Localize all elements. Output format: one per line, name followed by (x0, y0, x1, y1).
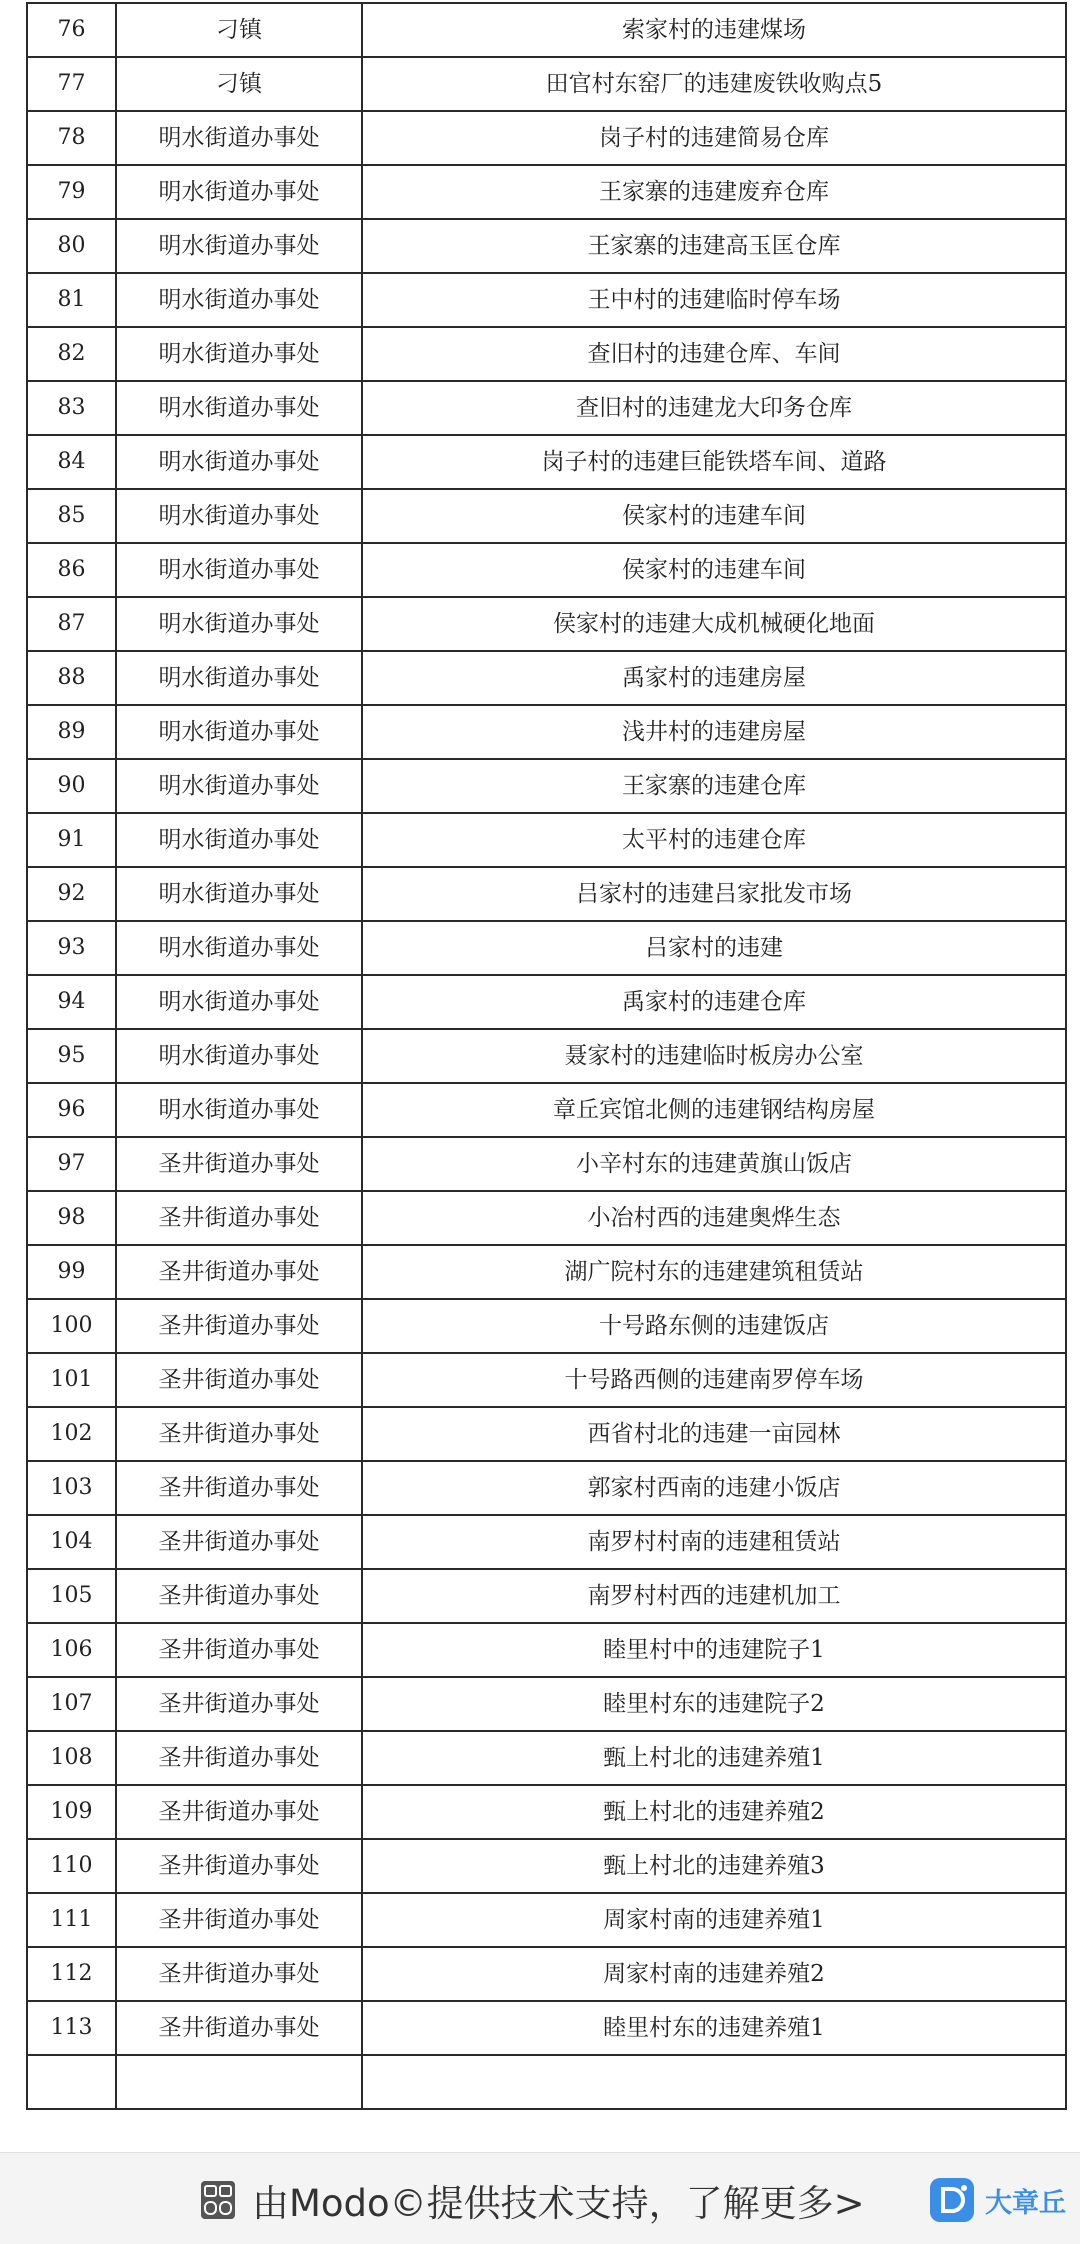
row-number-cell: 92 (27, 867, 116, 921)
unit-cell: 圣井街道办事处 (116, 1353, 362, 1407)
description-cell: 岗子村的违建简易仓库 (362, 111, 1066, 165)
description-cell: 周家村南的违建养殖1 (362, 1893, 1066, 1947)
unit-cell: 圣井街道办事处 (116, 1839, 362, 1893)
unit-cell: 明水街道办事处 (116, 975, 362, 1029)
row-number-cell: 81 (27, 273, 116, 327)
table-row (27, 1299, 1066, 1353)
unit-cell: 圣井街道办事处 (116, 1623, 362, 1677)
table-row (27, 1839, 1066, 1893)
description-cell: 睦里村中的违建院子1 (362, 1623, 1066, 1677)
table-row (27, 597, 1066, 651)
unit-cell: 刁镇 (116, 3, 362, 57)
table-row (27, 489, 1066, 543)
table-row (27, 1893, 1066, 1947)
row-number-cell: 87 (27, 597, 116, 651)
description-cell: 王中村的违建临时停车场 (362, 273, 1066, 327)
row-number-cell: 113 (27, 2001, 116, 2055)
table-row (27, 759, 1066, 813)
row-number-cell: 105 (27, 1569, 116, 1623)
unit-cell (116, 2055, 362, 2109)
description-cell: 小冶村西的违建奥烨生态 (362, 1191, 1066, 1245)
unit-cell: 明水街道办事处 (116, 165, 362, 219)
table-row (27, 867, 1066, 921)
description-cell: 湖广院村东的违建建筑租赁站 (362, 1245, 1066, 1299)
unit-cell: 明水街道办事处 (116, 813, 362, 867)
unit-cell: 明水街道办事处 (116, 705, 362, 759)
unit-cell: 圣井街道办事处 (116, 1137, 362, 1191)
row-number-cell: 109 (27, 1785, 116, 1839)
description-cell: 南罗村村西的违建机加工 (362, 1569, 1066, 1623)
unit-cell: 圣井街道办事处 (116, 1191, 362, 1245)
description-cell: 章丘宾馆北侧的违建钢结构房屋 (362, 1083, 1066, 1137)
unit-cell: 明水街道办事处 (116, 111, 362, 165)
description-cell: 浅井村的违建房屋 (362, 705, 1066, 759)
table-row (27, 975, 1066, 1029)
table-row (27, 813, 1066, 867)
unit-cell: 明水街道办事处 (116, 489, 362, 543)
row-number-cell: 97 (27, 1137, 116, 1191)
unit-cell: 圣井街道办事处 (116, 1677, 362, 1731)
description-cell (362, 2055, 1066, 2109)
unit-cell: 明水街道办事处 (116, 1083, 362, 1137)
table-row (27, 1245, 1066, 1299)
description-cell: 查旧村的违建龙大印务仓库 (362, 381, 1066, 435)
description-cell: 侯家村的违建大成机械硬化地面 (362, 597, 1066, 651)
unit-cell: 圣井街道办事处 (116, 1731, 362, 1785)
table-row (27, 1947, 1066, 2001)
row-number-cell: 93 (27, 921, 116, 975)
row-number-cell: 106 (27, 1623, 116, 1677)
table-row (27, 165, 1066, 219)
row-number-cell: 78 (27, 111, 116, 165)
row-number-cell (27, 2055, 116, 2109)
row-number-cell: 82 (27, 327, 116, 381)
table-row (27, 3, 1066, 57)
unit-cell: 明水街道办事处 (116, 597, 362, 651)
description-cell: 聂家村的违建临时板房办公室 (362, 1029, 1066, 1083)
unit-cell: 圣井街道办事处 (116, 1515, 362, 1569)
brand-text: 大章丘 (985, 2187, 1066, 2219)
row-number-cell: 89 (27, 705, 116, 759)
unit-cell: 圣井街道办事处 (116, 1245, 362, 1299)
row-number-cell: 107 (27, 1677, 116, 1731)
row-number-cell: 104 (27, 1515, 116, 1569)
unit-cell: 明水街道办事处 (116, 381, 362, 435)
description-cell: 禹家村的违建仓库 (362, 975, 1066, 1029)
row-number-cell: 110 (27, 1839, 116, 1893)
row-number-cell: 85 (27, 489, 116, 543)
table-row (27, 651, 1066, 705)
table-row (27, 111, 1066, 165)
row-number-cell: 84 (27, 435, 116, 489)
description-cell: 十号路东侧的违建饭店 (362, 1299, 1066, 1353)
unit-cell: 明水街道办事处 (116, 273, 362, 327)
table-row (27, 1569, 1066, 1623)
footer-bar (0, 2152, 1080, 2244)
row-number-cell: 100 (27, 1299, 116, 1353)
description-cell: 小辛村东的违建黄旗山饭店 (362, 1137, 1066, 1191)
description-cell: 侯家村的违建车间 (362, 489, 1066, 543)
description-cell: 南罗村村南的违建租赁站 (362, 1515, 1066, 1569)
description-cell: 周家村南的违建养殖2 (362, 1947, 1066, 2001)
description-cell: 索家村的违建煤场 (362, 3, 1066, 57)
unit-cell: 明水街道办事处 (116, 543, 362, 597)
unit-cell: 明水街道办事处 (116, 219, 362, 273)
description-cell: 郭家村西南的违建小饭店 (362, 1461, 1066, 1515)
unit-cell: 圣井街道办事处 (116, 1461, 362, 1515)
description-cell: 甄上村北的违建养殖1 (362, 1731, 1066, 1785)
description-cell: 侯家村的违建车间 (362, 543, 1066, 597)
table-row (27, 1407, 1066, 1461)
unit-cell: 圣井街道办事处 (116, 1407, 362, 1461)
row-number-cell: 77 (27, 57, 116, 111)
description-cell: 田官村东窑厂的违建废铁收购点5 (362, 57, 1066, 111)
table-row (27, 1731, 1066, 1785)
row-number-cell: 91 (27, 813, 116, 867)
table-row (27, 1785, 1066, 1839)
unit-cell: 圣井街道办事处 (116, 1893, 362, 1947)
row-number-cell: 99 (27, 1245, 116, 1299)
row-number-cell: 101 (27, 1353, 116, 1407)
description-cell: 十号路西侧的违建南罗停车场 (362, 1353, 1066, 1407)
unit-cell: 刁镇 (116, 57, 362, 111)
description-cell: 王家寨的违建仓库 (362, 759, 1066, 813)
row-number-cell: 79 (27, 165, 116, 219)
table-row (27, 1515, 1066, 1569)
description-cell: 西省村北的违建一亩园林 (362, 1407, 1066, 1461)
row-number-cell: 86 (27, 543, 116, 597)
brand-logo[interactable] (929, 2175, 1066, 2225)
unit-cell: 圣井街道办事处 (116, 1299, 362, 1353)
row-number-cell: 108 (27, 1731, 116, 1785)
dazhangqiu-logo-icon (929, 2177, 975, 2223)
unit-cell: 明水街道办事处 (116, 327, 362, 381)
table-row (27, 1461, 1066, 1515)
row-number-cell: 94 (27, 975, 116, 1029)
description-cell: 睦里村东的违建养殖1 (362, 2001, 1066, 2055)
row-number-cell: 111 (27, 1893, 116, 1947)
description-cell: 吕家村的违建吕家批发市场 (362, 867, 1066, 921)
description-cell: 王家寨的违建高玉匡仓库 (362, 219, 1066, 273)
description-cell: 睦里村东的违建院子2 (362, 1677, 1066, 1731)
description-cell: 甄上村北的违建养殖2 (362, 1785, 1066, 1839)
description-cell: 禹家村的违建房屋 (362, 651, 1066, 705)
unit-cell: 明水街道办事处 (116, 759, 362, 813)
row-number-cell: 80 (27, 219, 116, 273)
table-row (27, 1029, 1066, 1083)
table-row (27, 2055, 1066, 2109)
table-row (27, 1677, 1066, 1731)
unit-cell: 明水街道办事处 (116, 921, 362, 975)
description-cell: 查旧村的违建仓库、车间 (362, 327, 1066, 381)
table-row (27, 2001, 1066, 2055)
row-number-cell: 98 (27, 1191, 116, 1245)
row-number-cell: 76 (27, 3, 116, 57)
table-row (27, 435, 1066, 489)
unit-cell: 圣井街道办事处 (116, 1785, 362, 1839)
unit-cell: 明水街道办事处 (116, 867, 362, 921)
unit-cell: 圣井街道办事处 (116, 1947, 362, 2001)
modo-support-link[interactable] (200, 2175, 865, 2225)
unit-cell: 明水街道办事处 (116, 435, 362, 489)
table-row (27, 273, 1066, 327)
records-table (26, 2, 1067, 2110)
description-cell: 岗子村的违建巨能铁塔车间、道路 (362, 435, 1066, 489)
table-row (27, 1137, 1066, 1191)
table-row (27, 1623, 1066, 1677)
table-row (27, 1353, 1066, 1407)
row-number-cell: 112 (27, 1947, 116, 2001)
description-cell: 吕家村的违建 (362, 921, 1066, 975)
table-row (27, 705, 1066, 759)
table-row (27, 543, 1066, 597)
support-text: 由Modo©提供技术支持，了解更多> (252, 2182, 865, 2225)
row-number-cell: 103 (27, 1461, 116, 1515)
row-number-cell: 90 (27, 759, 116, 813)
records-table-body (27, 3, 1066, 2109)
table-row (27, 327, 1066, 381)
unit-cell: 圣井街道办事处 (116, 2001, 362, 2055)
table-row (27, 381, 1066, 435)
row-number-cell: 96 (27, 1083, 116, 1137)
row-number-cell: 102 (27, 1407, 116, 1461)
table-row (27, 1083, 1066, 1137)
unit-cell: 明水街道办事处 (116, 1029, 362, 1083)
row-number-cell: 88 (27, 651, 116, 705)
unit-cell: 圣井街道办事处 (116, 1569, 362, 1623)
table-row (27, 57, 1066, 111)
description-cell: 太平村的违建仓库 (362, 813, 1066, 867)
row-number-cell: 95 (27, 1029, 116, 1083)
modo-logo-icon (200, 2180, 236, 2220)
table-row (27, 921, 1066, 975)
table-row (27, 1191, 1066, 1245)
row-number-cell: 83 (27, 381, 116, 435)
description-cell: 甄上村北的违建养殖3 (362, 1839, 1066, 1893)
unit-cell: 明水街道办事处 (116, 651, 362, 705)
description-cell: 王家寨的违建废弃仓库 (362, 165, 1066, 219)
table-row (27, 219, 1066, 273)
